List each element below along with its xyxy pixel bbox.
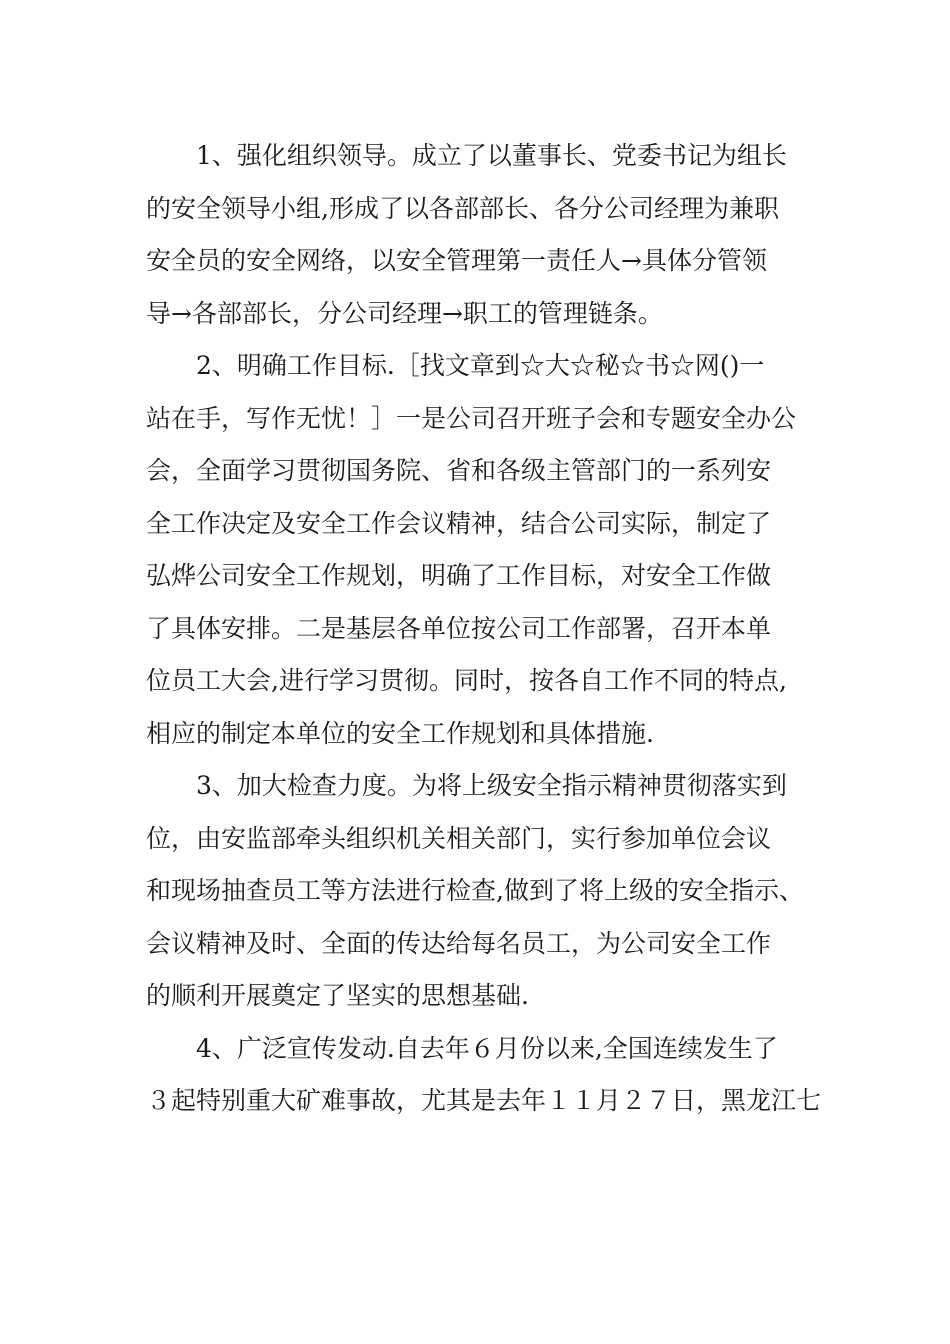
paragraph-line: 会，全面学习贯彻国务院、省和各级主管部门的一系列安 (146, 456, 772, 485)
paragraph-line: 2、明确工作目标.［找文章到☆大☆秘☆书☆网()一 (196, 351, 765, 380)
document-body (146, 130, 826, 1128)
paragraph-line: 的安全领导小组,形成了以各部部长、各分公司经理为兼职 (146, 193, 779, 223)
paragraph-line: 全工作决定及安全工作会议精神，结合公司实际，制定了 (146, 508, 772, 538)
paragraph-line: 的顺利开展奠定了坚实的思想基础. (146, 981, 529, 1010)
paragraph-line: ３起特别重大矿难事故，尤其是去年１１月２７日，黑龙江七 (146, 1086, 822, 1115)
paragraph-line: 和现场抽查员工等方法进行检查,做到了将上级的安全指示、 (146, 876, 804, 905)
paragraph-1 (146, 130, 826, 340)
paragraph-line: 3、加大检查力度。为将上级安全指示精神贯彻落实到 (196, 771, 787, 800)
paragraph-2 (146, 340, 826, 760)
paragraph-4 (146, 1023, 826, 1128)
paragraph-line: 位员工大会,进行学习贯彻。同时，按各自工作不同的特点, (146, 666, 787, 695)
paragraph-line: 位，由安监部牵头组织机关相关部门，实行参加单位会议 (146, 823, 772, 853)
paragraph-line: 站在手，写作无忧！］一是公司召开班子会和专题安全办公 (146, 403, 797, 433)
paragraph-line: 会议精神及时、全面的传达给每名员工，为公司安全工作 (146, 928, 772, 958)
paragraph-line: 导→各部部长，分公司经理→职工的管理链条。 (146, 298, 663, 328)
paragraph-line: 4、广泛宣传发动.自去年６月份以来,全国连续发生了 (196, 1033, 778, 1063)
paragraph-line: 1、强化组织领导。成立了以董事长、党委书记为组长 (196, 141, 787, 170)
paragraph-line: 弘烨公司安全工作规划，明确了工作目标，对安全工作做 (146, 561, 772, 590)
paragraph-line: 安全员的安全网络，以安全管理第一责任人→具体分管领 (146, 246, 767, 275)
paragraph-line: 了具体安排。二是基层各单位按公司工作部署，召开本单 (146, 613, 772, 643)
paragraph-3 (146, 760, 826, 1023)
paragraph-line: 相应的制定本单位的安全工作规划和具体措施. (146, 718, 654, 748)
